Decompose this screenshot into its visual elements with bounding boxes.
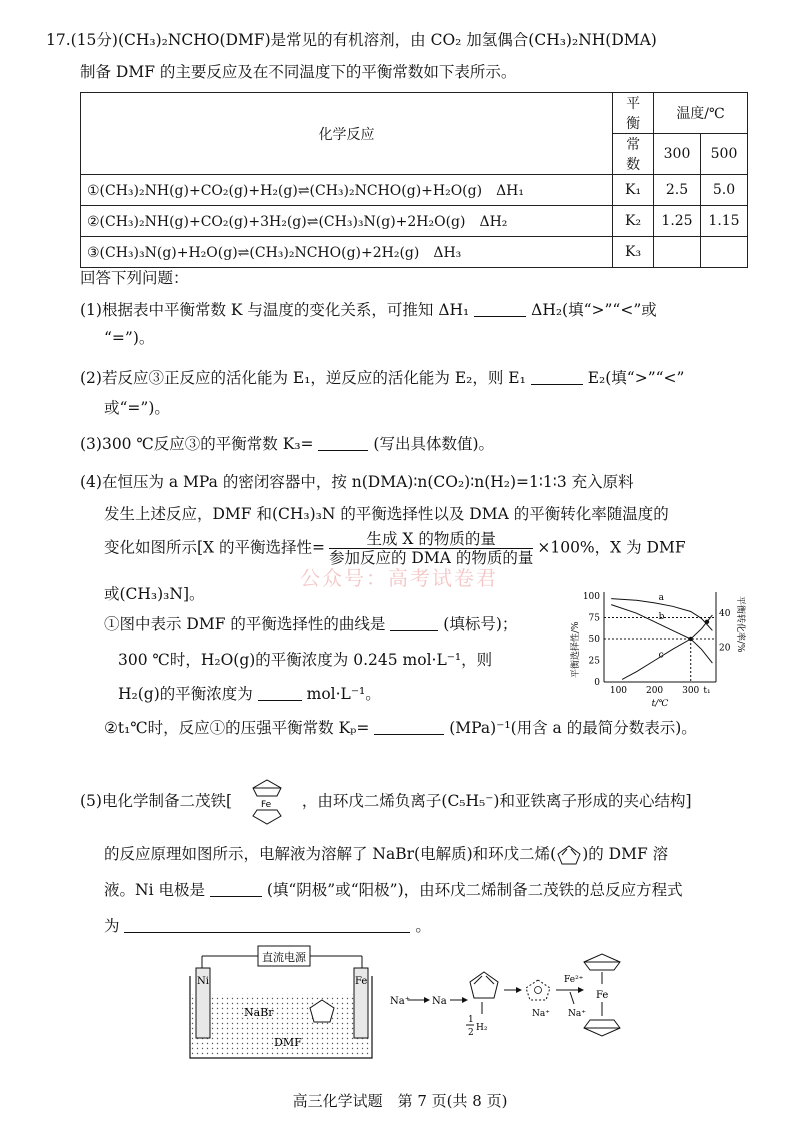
cyclopentadiene-mech-icon bbox=[470, 972, 498, 998]
table-header-k1: 平衡 bbox=[613, 93, 654, 134]
mech-na-ion: Na⁺ bbox=[390, 996, 410, 1007]
ferrocene-icon bbox=[237, 776, 297, 828]
part-4-line1: (4)在恒压为 a MPa 的密闭容器中，按 n(DMA)∶n(CO₂)∶n(H₂)=1∶1∶3 充入原料 bbox=[80, 473, 634, 491]
k-300: 2.5 bbox=[654, 175, 701, 206]
x-axis-label: t/℃ bbox=[651, 699, 669, 709]
table-header-reaction: 化学反应 bbox=[81, 93, 613, 175]
part-5-line1: (5)电化学制备二茂铁[ Fe ，由环戊二烯负离子(C₅H₅⁻)和亚铁离子形成的夹心结构] bbox=[80, 776, 692, 828]
k-500: 5.0 bbox=[701, 175, 748, 206]
nabr-label: NaBr bbox=[244, 1006, 274, 1019]
k-500: 1.15 bbox=[701, 206, 748, 237]
part-4-line4: 或(CH₃)₃N]。 bbox=[104, 585, 205, 603]
question-17-line2: 制备 DMF 的主要反应及在不同温度下的平衡常数如下表所示。 bbox=[80, 63, 517, 81]
answer-blank-4a[interactable] bbox=[390, 616, 438, 631]
reaction-3: ③(CH₃)₃N(g)+H₂O(g)⇌(CH₃)₂NCHO(g)+2H₂(g) ΔH₃ bbox=[81, 237, 613, 268]
part-4-q2: ②t₁℃时，反应①的压强平衡常数 Kₚ= (MPa)⁻¹(用含 a 的最简分数表示)。 bbox=[104, 719, 697, 737]
table-row bbox=[81, 175, 748, 206]
part-2-cont: 或“=”)。 bbox=[104, 399, 170, 417]
x-tick-label: 100 bbox=[609, 686, 628, 696]
k-symbol: K₃ bbox=[613, 237, 654, 268]
part-3: (3)300 ℃反应③的平衡常数 K₃= (写出具体数值)。 bbox=[80, 435, 494, 453]
k-300: 1.25 bbox=[654, 206, 701, 237]
h2-numerator: 1 bbox=[468, 1015, 474, 1025]
series-label-c: c bbox=[658, 650, 664, 661]
selectivity-fraction: $\frac{\text{生成 X 的物质的量}}{\text{参加反应的 DMA 的物质的量}}$ bbox=[329, 530, 534, 567]
watermark: 公众号：高考试卷君 bbox=[300, 566, 498, 590]
part-4-q1: ①图中表示 DMF 的平衡选择性的曲线是 (填标号)； bbox=[104, 615, 518, 633]
answer-blank-5b[interactable] bbox=[124, 918, 410, 933]
part-5-line3: 液。Ni 电极是 (填“阴极”或“阳极”)，由环戊二烯制备二茂铁的总反应方程式 bbox=[104, 881, 683, 899]
mech-na-ion-2: Na⁺ bbox=[532, 1009, 550, 1019]
k-symbol: K₁ bbox=[613, 175, 654, 206]
mech-na-ion-3: Na⁺ bbox=[568, 1009, 586, 1019]
ni-label: Ni bbox=[197, 976, 209, 987]
y2-tick-label: 40 bbox=[719, 609, 731, 620]
h2-denominator: 2 bbox=[468, 1028, 474, 1038]
dmf-label: DMF bbox=[274, 1036, 302, 1049]
answer-blank-2[interactable] bbox=[531, 370, 583, 385]
page-footer: 高三化学试题 第 7 页(共 8 页) bbox=[292, 1092, 508, 1110]
table-row bbox=[81, 206, 748, 237]
answer-blank-4c[interactable] bbox=[374, 720, 444, 735]
part-4-q1-line2: 300 ℃时，H₂O(g)的平衡浓度为 0.245 mol·L⁻¹，则 bbox=[118, 651, 493, 669]
selectivity-conversion-chart bbox=[560, 584, 760, 712]
k-symbol: K₂ bbox=[613, 206, 654, 237]
ferrocene-product-fe: Fe bbox=[596, 990, 609, 1001]
reaction-2: ②(CH₃)₂NH(g)+CO₂(g)+3H₂(g)⇌(CH₃)₃N(g)+2H₂O(g) ΔH₂ bbox=[81, 206, 613, 237]
part-2: (2)若反应③正反应的活化能为 E₁，逆反应的活化能为 E₂，则 E₁ E₂(填“>”“<” bbox=[80, 369, 685, 387]
answer-intro: 回答下列问题： bbox=[80, 269, 189, 287]
y2-axis-label: 平衡转化率/% bbox=[735, 596, 745, 653]
part-1: (1)根据表中平衡常数 K 与温度的变化关系，可推知 ΔH₁ ΔH₂(填“>”“<”或 bbox=[80, 301, 657, 319]
y-tick-label: 100 bbox=[582, 592, 600, 602]
x-tick-label: t₁ bbox=[703, 686, 711, 696]
y-tick-label: 25 bbox=[588, 656, 600, 667]
part-5-line4: 为 。 bbox=[104, 917, 431, 935]
ferrocene-fe-label: Fe bbox=[260, 800, 272, 810]
part-4-line2: 发生上述反应，DMF 和(CH₃)₃N 的平衡选择性以及 DMA 的平衡转化率随温度的 bbox=[104, 505, 669, 523]
y-axis-label: 平衡选择性/% bbox=[571, 621, 581, 678]
x-tick-label: 200 bbox=[645, 686, 664, 696]
table-row bbox=[81, 237, 748, 268]
mech-na: Na bbox=[432, 996, 447, 1007]
power-supply-label: 直流电源 bbox=[262, 951, 306, 964]
series-label-a: a bbox=[658, 592, 664, 603]
part-4-q1-line3: H₂(g)的平衡浓度为 mol·L⁻¹。 bbox=[118, 685, 381, 703]
intersection-point bbox=[689, 637, 693, 641]
table-header-temp: 温度/℃ bbox=[654, 93, 748, 134]
k-300 bbox=[654, 237, 701, 268]
y-tick-label: 50 bbox=[588, 635, 600, 645]
y2-tick-label: 20 bbox=[719, 643, 731, 654]
y-tick-label: 0 bbox=[594, 678, 600, 688]
cp-anion-icon bbox=[526, 980, 550, 1000]
y-tick-label: 75 bbox=[588, 613, 600, 624]
mech-fe2: Fe²⁺ bbox=[564, 975, 584, 985]
answer-blank-1[interactable] bbox=[474, 302, 526, 317]
k-500 bbox=[701, 237, 748, 268]
part-1-cont: “=”)。 bbox=[104, 329, 155, 347]
reaction-table bbox=[80, 92, 748, 268]
series-label-b: b bbox=[658, 611, 665, 622]
table-header-300: 300 bbox=[654, 134, 701, 175]
h2-label: H₂ bbox=[476, 1023, 488, 1033]
x-tick-label: 300 bbox=[682, 686, 700, 696]
electrolysis-cell-diagram bbox=[186, 942, 626, 1064]
cyclopentadiene-icon bbox=[556, 844, 582, 866]
table-header-k2: 常数 bbox=[613, 134, 654, 175]
fe-label: Fe bbox=[355, 976, 368, 987]
question-17-line1: 17.(15分)(CH₃)₂NCHO(DMF)是常见的有机溶剂，由 CO₂ 加氢偶合(CH₃)₂NH(DMA) bbox=[46, 31, 657, 49]
answer-blank-5a[interactable] bbox=[210, 882, 262, 897]
table-header-500: 500 bbox=[701, 134, 748, 175]
intersection-point bbox=[705, 620, 709, 624]
answer-blank-4b[interactable] bbox=[258, 686, 302, 701]
part-5-line2: 的反应原理如图所示，电解液为溶解了 NaBr(电解质)和环戊二烯( )的 DMF 溶 bbox=[104, 842, 668, 866]
answer-blank-3[interactable] bbox=[318, 436, 368, 451]
reaction-1: ①(CH₃)₂NH(g)+CO₂(g)+H₂(g)⇌(CH₃)₂NCHO(g)+H₂O(g) ΔH₁ bbox=[81, 175, 613, 206]
part-4-line3: 变化如图所示[X 的平衡选择性= $\frac{\text{生成 X 的物质的量}}{\text{参加反应的 DMA 的物质的量}}$ ×100%，X 为 DMF bbox=[104, 530, 686, 567]
